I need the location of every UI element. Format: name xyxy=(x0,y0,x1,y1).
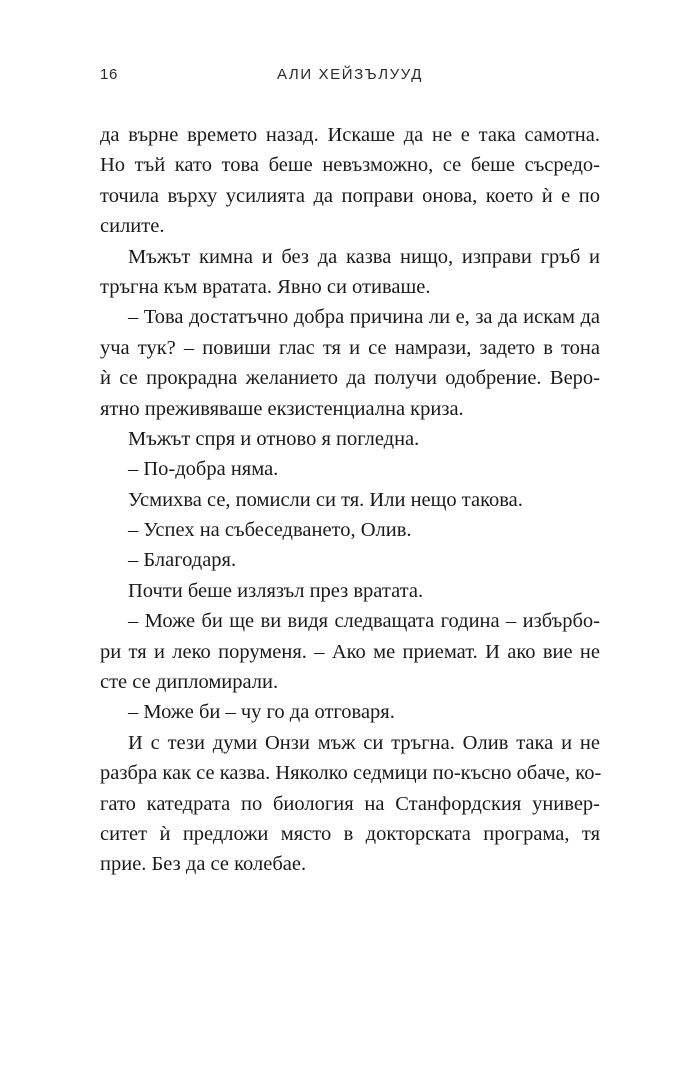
running-header xyxy=(100,66,600,88)
text-line: точила върху усилията да поправи онова, което ѝ е по xyxy=(100,184,600,207)
author-name: АЛИ ХЕЙЗЪЛУУД xyxy=(276,66,424,83)
text-line: – Благодаря. xyxy=(128,549,237,572)
text-line: сте се дипломирали. xyxy=(100,671,279,694)
body-text xyxy=(100,120,600,880)
text-line: Но тъй като това беше невъзможно, се беше съсредо- xyxy=(100,154,600,177)
text-line: гато катедрата по биология на Станфордския универ- xyxy=(100,792,600,815)
text-line: – Това достатъчно добра причина ли е, за да искам да xyxy=(128,306,600,329)
text-line: прие. Без да се колебае. xyxy=(100,853,307,876)
text-line: уча тук? – повиши глас тя и се намрази, задето в тона xyxy=(100,336,600,359)
text-line: Усмихва се, помисли си тя. Или нещо такова. xyxy=(128,488,523,511)
text-line: силите. xyxy=(100,215,165,238)
text-line: ѝ се прокрадна желанието да получи одобрение. Веро- xyxy=(100,367,600,390)
text-line: – По-добра няма. xyxy=(128,458,279,481)
text-line: Мъжът спря и отново я погледна. xyxy=(128,427,420,450)
text-line: – Може би ще ви видя следващата година – избърбо- xyxy=(128,610,600,633)
text-line: разбра как се казва. Няколко седмици по-късно обаче, ко- xyxy=(100,762,602,785)
text-line: ситет ѝ предложи място в докторската програма, тя xyxy=(100,822,600,845)
text-line: И с тези думи Онзи мъж си тръгна. Олив така и не xyxy=(128,731,600,754)
text-line: Мъжът кимна и без да казва нищо, изправи гръб и xyxy=(128,245,600,268)
text-line: да върне времето назад. Искаше да не е така самотна. xyxy=(100,124,600,146)
text-line: тръгна към вратата. Явно си отиваше. xyxy=(100,275,431,298)
page-number: 16 xyxy=(100,66,118,83)
text-line: Почти беше излязъл през вратата. xyxy=(128,579,424,602)
text-line: ятно преживяваше екзистенциална криза. xyxy=(100,397,464,420)
text-line: – Може би – чу го да отговаря. xyxy=(128,701,395,724)
text-line: ри тя и леко поруменя. – Ако ме приемат. И ако вие не xyxy=(100,640,600,663)
text-line: – Успех на събеседването, Олив. xyxy=(128,519,412,542)
